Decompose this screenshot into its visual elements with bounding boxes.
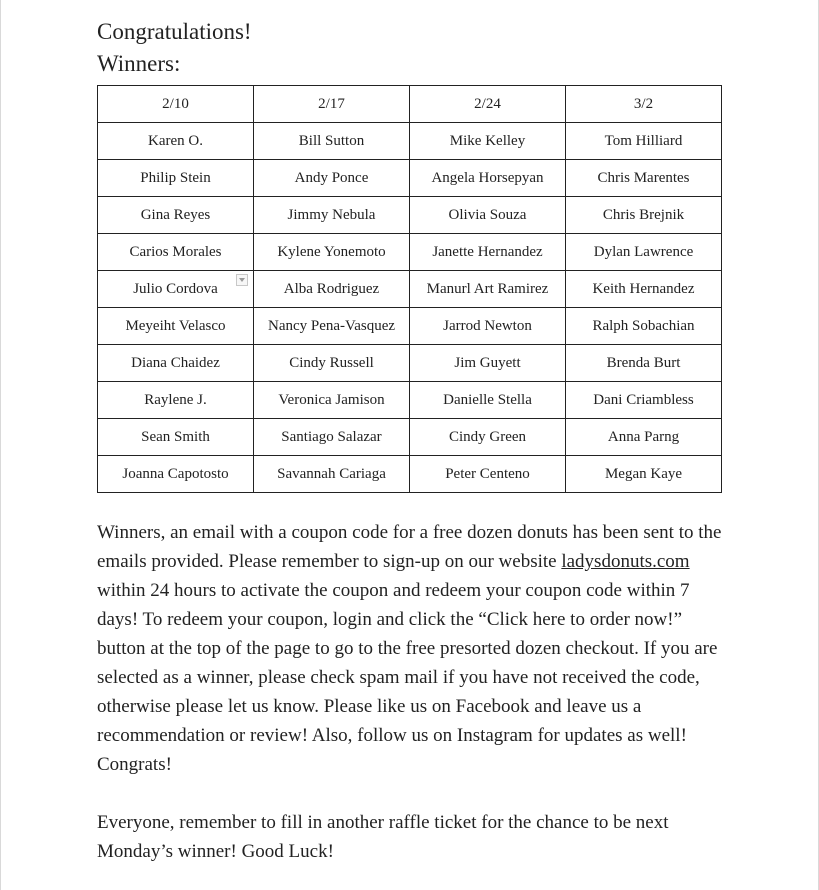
- winner-cell: Dani Criambless: [566, 382, 722, 419]
- winner-cell: Sean Smith: [98, 419, 254, 456]
- winner-cell: Diana Chaidez: [98, 345, 254, 382]
- winner-cell: Carios Morales: [98, 234, 254, 271]
- winner-cell: Meyeiht Velasco: [98, 308, 254, 345]
- document-content: [97, 16, 722, 866]
- winner-cell: Chris Marentes: [566, 160, 722, 197]
- winner-cell: Philip Stein: [98, 160, 254, 197]
- winner-cell: Cindy Green: [410, 419, 566, 456]
- winner-cell: Veronica Jamison: [254, 382, 410, 419]
- winner-cell: Peter Centeno: [410, 456, 566, 493]
- website-link[interactable]: ladysdonuts.com: [561, 551, 690, 572]
- winner-cell: Angela Horsepyan: [410, 160, 566, 197]
- table-row: [98, 160, 722, 197]
- instructions-text-start: Winners, an email with a coupon code for a free dozen donuts has been sent to the emails provided. Please remember to sign-up on our website: [97, 522, 722, 572]
- winner-cell: Ralph Sobachian: [566, 308, 722, 345]
- winner-cell: Tom Hilliard: [566, 123, 722, 160]
- winners-heading: Winners:: [97, 51, 181, 76]
- instructions-text-end: within 24 hours to activate the coupon and redeem your coupon code within 7 days! To redeem your coupon, login and click the “Click here to order now!” button at the top of the page to go to the free presorted dozen checkout. If you are selected as a winner, please check spam mail if you have not received the code, otherwise please let us know. Please like us on Facebook and leave us a recommendation or review! Also, follow us on Instagram for updates as well! Congrats!: [97, 580, 718, 775]
- winner-cell: Karen O.: [98, 123, 254, 160]
- chevron-down-icon[interactable]: [236, 274, 248, 286]
- winner-cell: Joanna Capotosto: [98, 456, 254, 493]
- winner-cell: Jimmy Nebula: [254, 197, 410, 234]
- winner-cell: Cindy Russell: [254, 345, 410, 382]
- winner-cell: Jarrod Newton: [410, 308, 566, 345]
- table-row: [98, 197, 722, 234]
- column-header-date: 2/17: [254, 86, 410, 123]
- winner-cell: Brenda Burt: [566, 345, 722, 382]
- winner-cell: Savannah Cariaga: [254, 456, 410, 493]
- table-row: [98, 308, 722, 345]
- winner-cell: Gina Reyes: [98, 197, 254, 234]
- table-row: [98, 419, 722, 456]
- congratulations-heading: Congratulations!: [97, 19, 252, 44]
- winner-cell: Bill Sutton: [254, 123, 410, 160]
- winner-cell: Danielle Stella: [410, 382, 566, 419]
- winners-table: [97, 85, 722, 493]
- winner-cell: Keith Hernandez: [566, 271, 722, 308]
- column-header-date: 2/10: [98, 86, 254, 123]
- winner-cell: Nancy Pena-Vasquez: [254, 308, 410, 345]
- winner-cell: Anna Parng: [566, 419, 722, 456]
- table-row: [98, 123, 722, 160]
- winner-instructions-paragraph: [97, 518, 722, 779]
- winner-cell: Manurl Art Ramirez: [410, 271, 566, 308]
- raffle-reminder-paragraph: Everyone, remember to fill in another raffle ticket for the chance to be next Monday’s winner! Good Luck!: [97, 812, 669, 862]
- winner-cell: Santiago Salazar: [254, 419, 410, 456]
- winner-cell: Olivia Souza: [410, 197, 566, 234]
- winner-cell: Raylene J.: [98, 382, 254, 419]
- winner-cell: Mike Kelley: [410, 123, 566, 160]
- winner-cell: Julio Cordova: [98, 271, 254, 308]
- winner-cell: Kylene Yonemoto: [254, 234, 410, 271]
- winner-cell: Andy Ponce: [254, 160, 410, 197]
- table-row: [98, 234, 722, 271]
- winner-cell: Dylan Lawrence: [566, 234, 722, 271]
- table-row: [98, 456, 722, 493]
- table-row: [98, 345, 722, 382]
- table-row: [98, 271, 722, 308]
- winner-cell: Janette Hernandez: [410, 234, 566, 271]
- winner-cell: Jim Guyett: [410, 345, 566, 382]
- table-header-row: [98, 86, 722, 123]
- page-edge-left: [0, 0, 1, 890]
- column-header-date: 2/24: [410, 86, 566, 123]
- winner-cell: Alba Rodriguez: [254, 271, 410, 308]
- winner-cell: Megan Kaye: [566, 456, 722, 493]
- table-row: [98, 382, 722, 419]
- winner-cell: Chris Brejnik: [566, 197, 722, 234]
- column-header-date: 3/2: [566, 86, 722, 123]
